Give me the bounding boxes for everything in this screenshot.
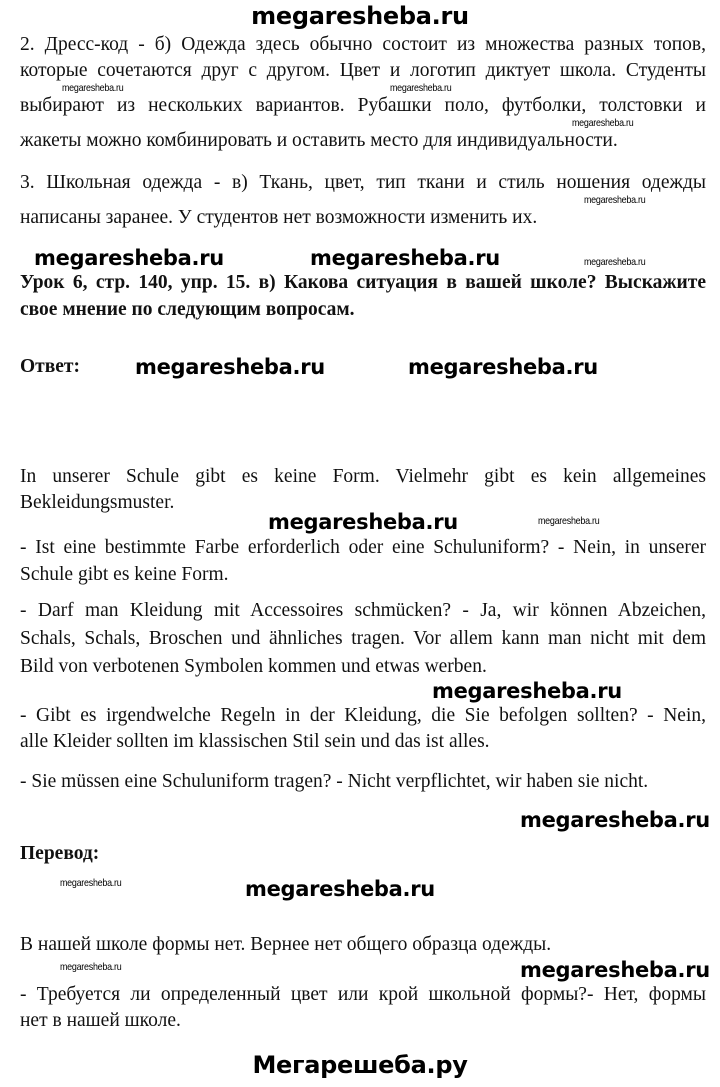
text-line: - Gibt es irgendwelche Regeln in der Kleidung, die Sie befolgen sollten? - Nein, <box>20 705 706 726</box>
text-line: - Darf man Kleidung mit Accessoires schmücken? - Ja, wir können Abzeichen, <box>20 600 706 621</box>
watermark: megaresheba.ru <box>520 958 710 982</box>
watermark: megaresheba.ru <box>538 515 600 527</box>
watermark: megaresheba.ru <box>408 355 598 379</box>
watermark: megaresheba.ru <box>34 246 224 270</box>
text-line: Schals, Schals, Broschen und ähnliches tragen. Vor allem kann man nicht mit dem <box>20 628 706 649</box>
watermark: megaresheba.ru <box>390 82 452 94</box>
watermark: megaresheba.ru <box>62 82 124 94</box>
watermark: megaresheba.ru <box>310 246 500 270</box>
text-line: In unserer Schule gibt es keine Form. Vielmehr gibt es kein allgemeines <box>20 466 706 487</box>
text-line: которые сочетаются друг с другом. Цвет и логотип диктует школа. Студенты <box>20 60 706 81</box>
watermark: megaresheba.ru <box>572 117 634 129</box>
watermark: megaresheba.ru <box>268 510 458 534</box>
watermark: megaresheba.ru <box>245 877 435 901</box>
text-line: alle Kleider sollten im klassischen Stil sein und das ist alles. <box>20 731 490 752</box>
watermark: megaresheba.ru <box>432 679 622 703</box>
text-line: - Sie müssen eine Schuluniform tragen? - Nicht verpflichtet, wir haben sie nicht. <box>20 771 649 792</box>
answer-label: Ответ: <box>20 356 81 377</box>
site-footer-logo[interactable]: Мегарешеба.ру <box>252 1051 468 1079</box>
watermark: megaresheba.ru <box>584 194 646 206</box>
text-line: Bild von verbotenen Symbolen kommen und etwas werben. <box>20 656 487 677</box>
watermark: megaresheba.ru <box>520 808 710 832</box>
text-line: - Ist eine bestimmte Farbe erforderlich oder eine Schuluniform? - Nein, in unserer <box>20 537 706 558</box>
text-line: выбирают из нескольких вариантов. Рубашки поло, футболки, толстовки и <box>20 95 706 116</box>
site-header-logo[interactable]: megaresheba.ru <box>251 2 469 30</box>
task-heading: свое мнение по следующим вопросам. <box>20 299 355 320</box>
text-line: написаны заранее. У студентов нет возможности изменить их. <box>20 207 538 228</box>
watermark: megaresheba.ru <box>60 877 122 889</box>
watermark: megaresheba.ru <box>584 256 646 268</box>
task-heading: Урок 6, стр. 140, упр. 15. в) Какова ситуация в вашей школе? Выскажите <box>20 272 706 293</box>
watermark: megaresheba.ru <box>135 355 325 379</box>
text-line: жакеты можно комбинировать и оставить место для индивидуальности. <box>20 130 618 151</box>
text-line: - Требуется ли определенный цвет или крой школьной формы?- Нет, формы <box>20 984 706 1005</box>
text-line: Bekleidungsmuster. <box>20 492 175 513</box>
translation-label: Перевод: <box>20 843 100 864</box>
text-line: нет в нашей школе. <box>20 1010 181 1031</box>
watermark: megaresheba.ru <box>60 961 122 973</box>
text-line: Schule gibt es keine Form. <box>20 564 229 585</box>
text-line: 2. Дресс-код - б) Одежда здесь обычно состоит из множества разных топов, <box>20 34 706 55</box>
text-line: В нашей школе формы нет. Вернее нет общего образца одежды. <box>20 934 552 955</box>
text-line: 3. Школьная одежда - в) Ткань, цвет, тип ткани и стиль ношения одежды <box>20 172 706 193</box>
